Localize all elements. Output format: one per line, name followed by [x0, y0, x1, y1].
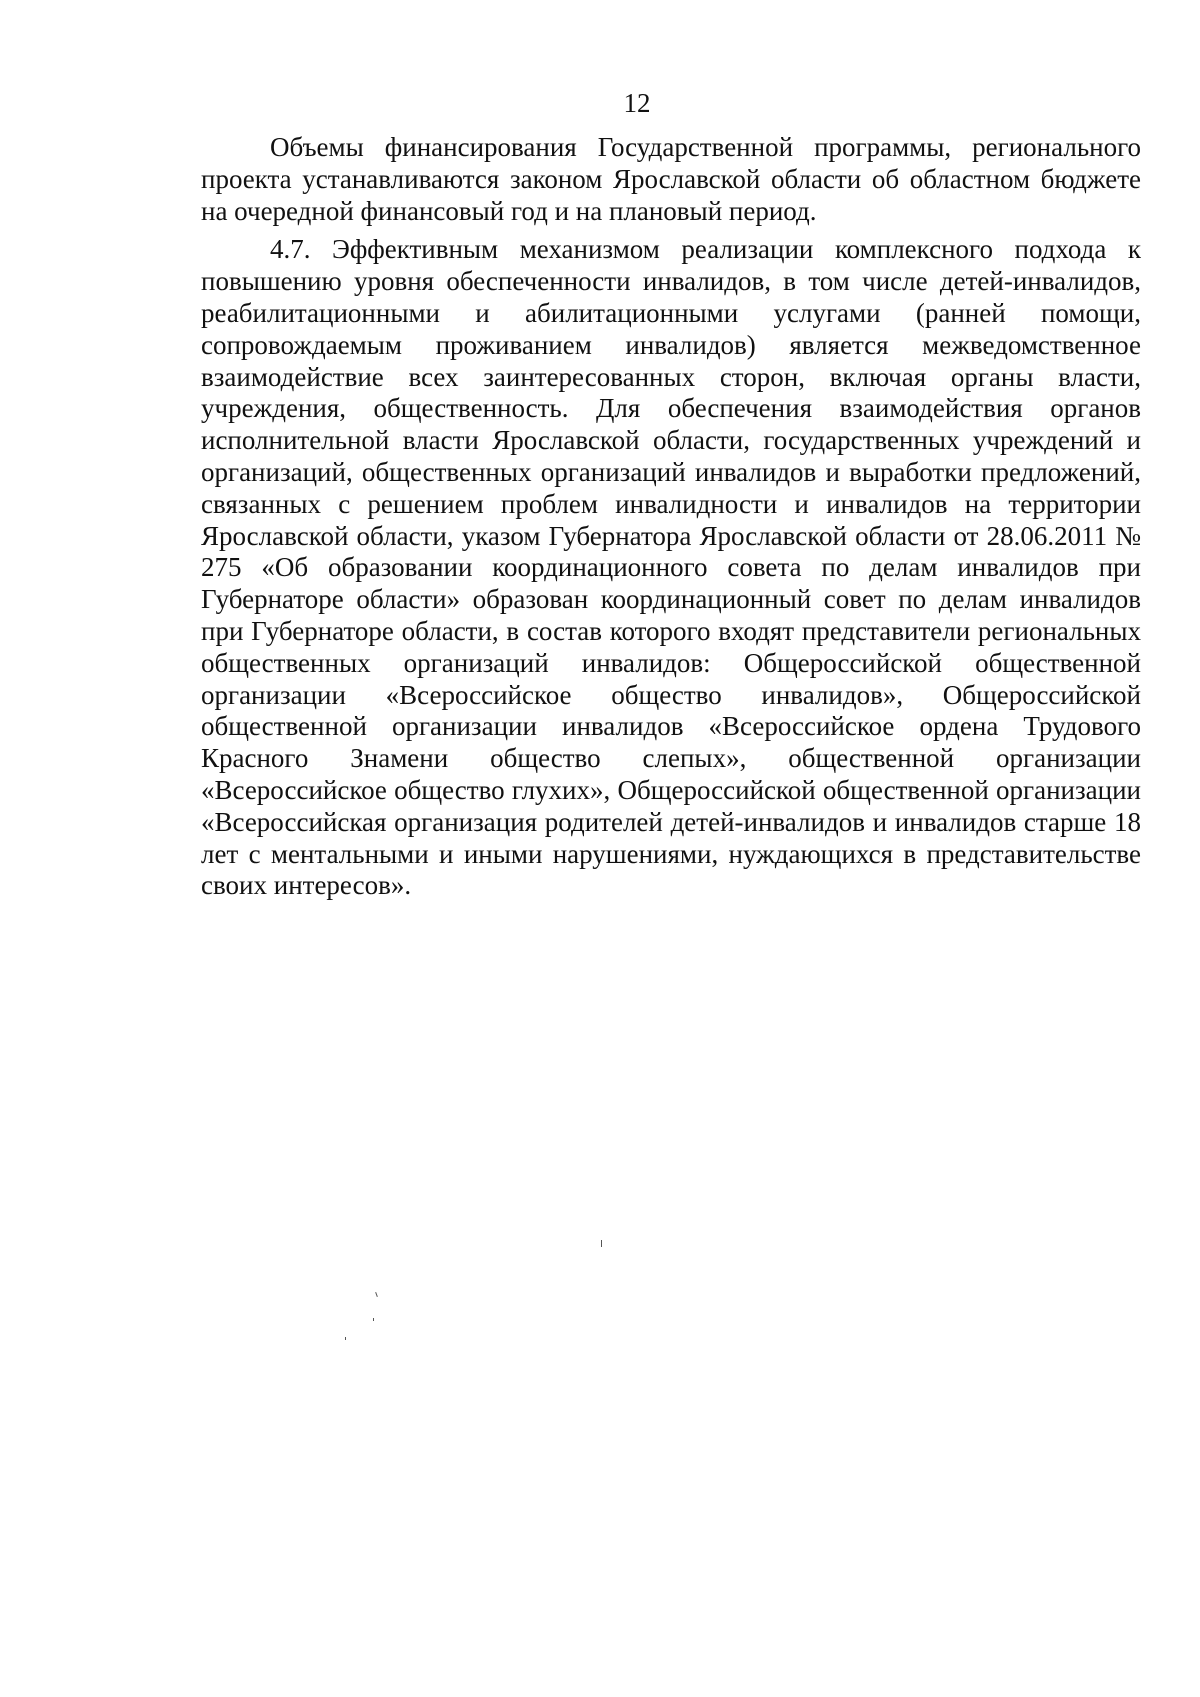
- scan-speck: [375, 1292, 378, 1297]
- paragraph-section-4-7: 4.7. Эффективным механизмом реализации комплексного подхода к повышению уровня обеспеченности инвалидов, в том числе детей-инвалидов, реабилитационными и абилитационными услугами (ранней помощи, сопровождаемым проживанием инвалидов) является межведомственное взаимодействие всех заинтересованных сторон, включая органы власти, учреждения, общественность. Для обеспечения взаимодействия органов исполнительной власти Ярославской области, государственных учреждений и организаций, общественных организаций инвалидов и выработки предложений, связанных с решением проблем инвалидности и инвалидов на территории Ярославской области, указом Губернатора Ярославской области от 28.06.2011 № 275 «Об образовании координационного совета по делам инвалидов при Губернаторе области» образован координационный совет по делам инвалидов при Губернаторе области, в состав которого входят представители региональных общественных организаций инвалидов: Общероссийской общественной организации «Всероссийское общество инвалидов», Общероссийской общественной организации инвалидов «Всероссийское ордена Трудового Красного Знамени общество слепых», общественной организации «Всероссийское общество глухих», Общероссийской общественной организации «Всероссийская организация родителей детей-инвалидов и инвалидов старше 18 лет с ментальными и иными нарушениями, нуждающихся в представительстве своих интересов».: [201, 234, 1141, 901]
- document-body: [201, 132, 1141, 902]
- page-number: 12: [623, 88, 651, 118]
- scan-speck: [373, 1318, 374, 1321]
- scan-speck: [345, 1337, 346, 1340]
- scan-speck: [601, 1240, 602, 1247]
- paragraph-financing: Объемы финансирования Государственной программы, регионального проекта устанавливаются законом Ярославской области об областном бюджете на очередной финансовый год и на плановый период.: [201, 132, 1141, 226]
